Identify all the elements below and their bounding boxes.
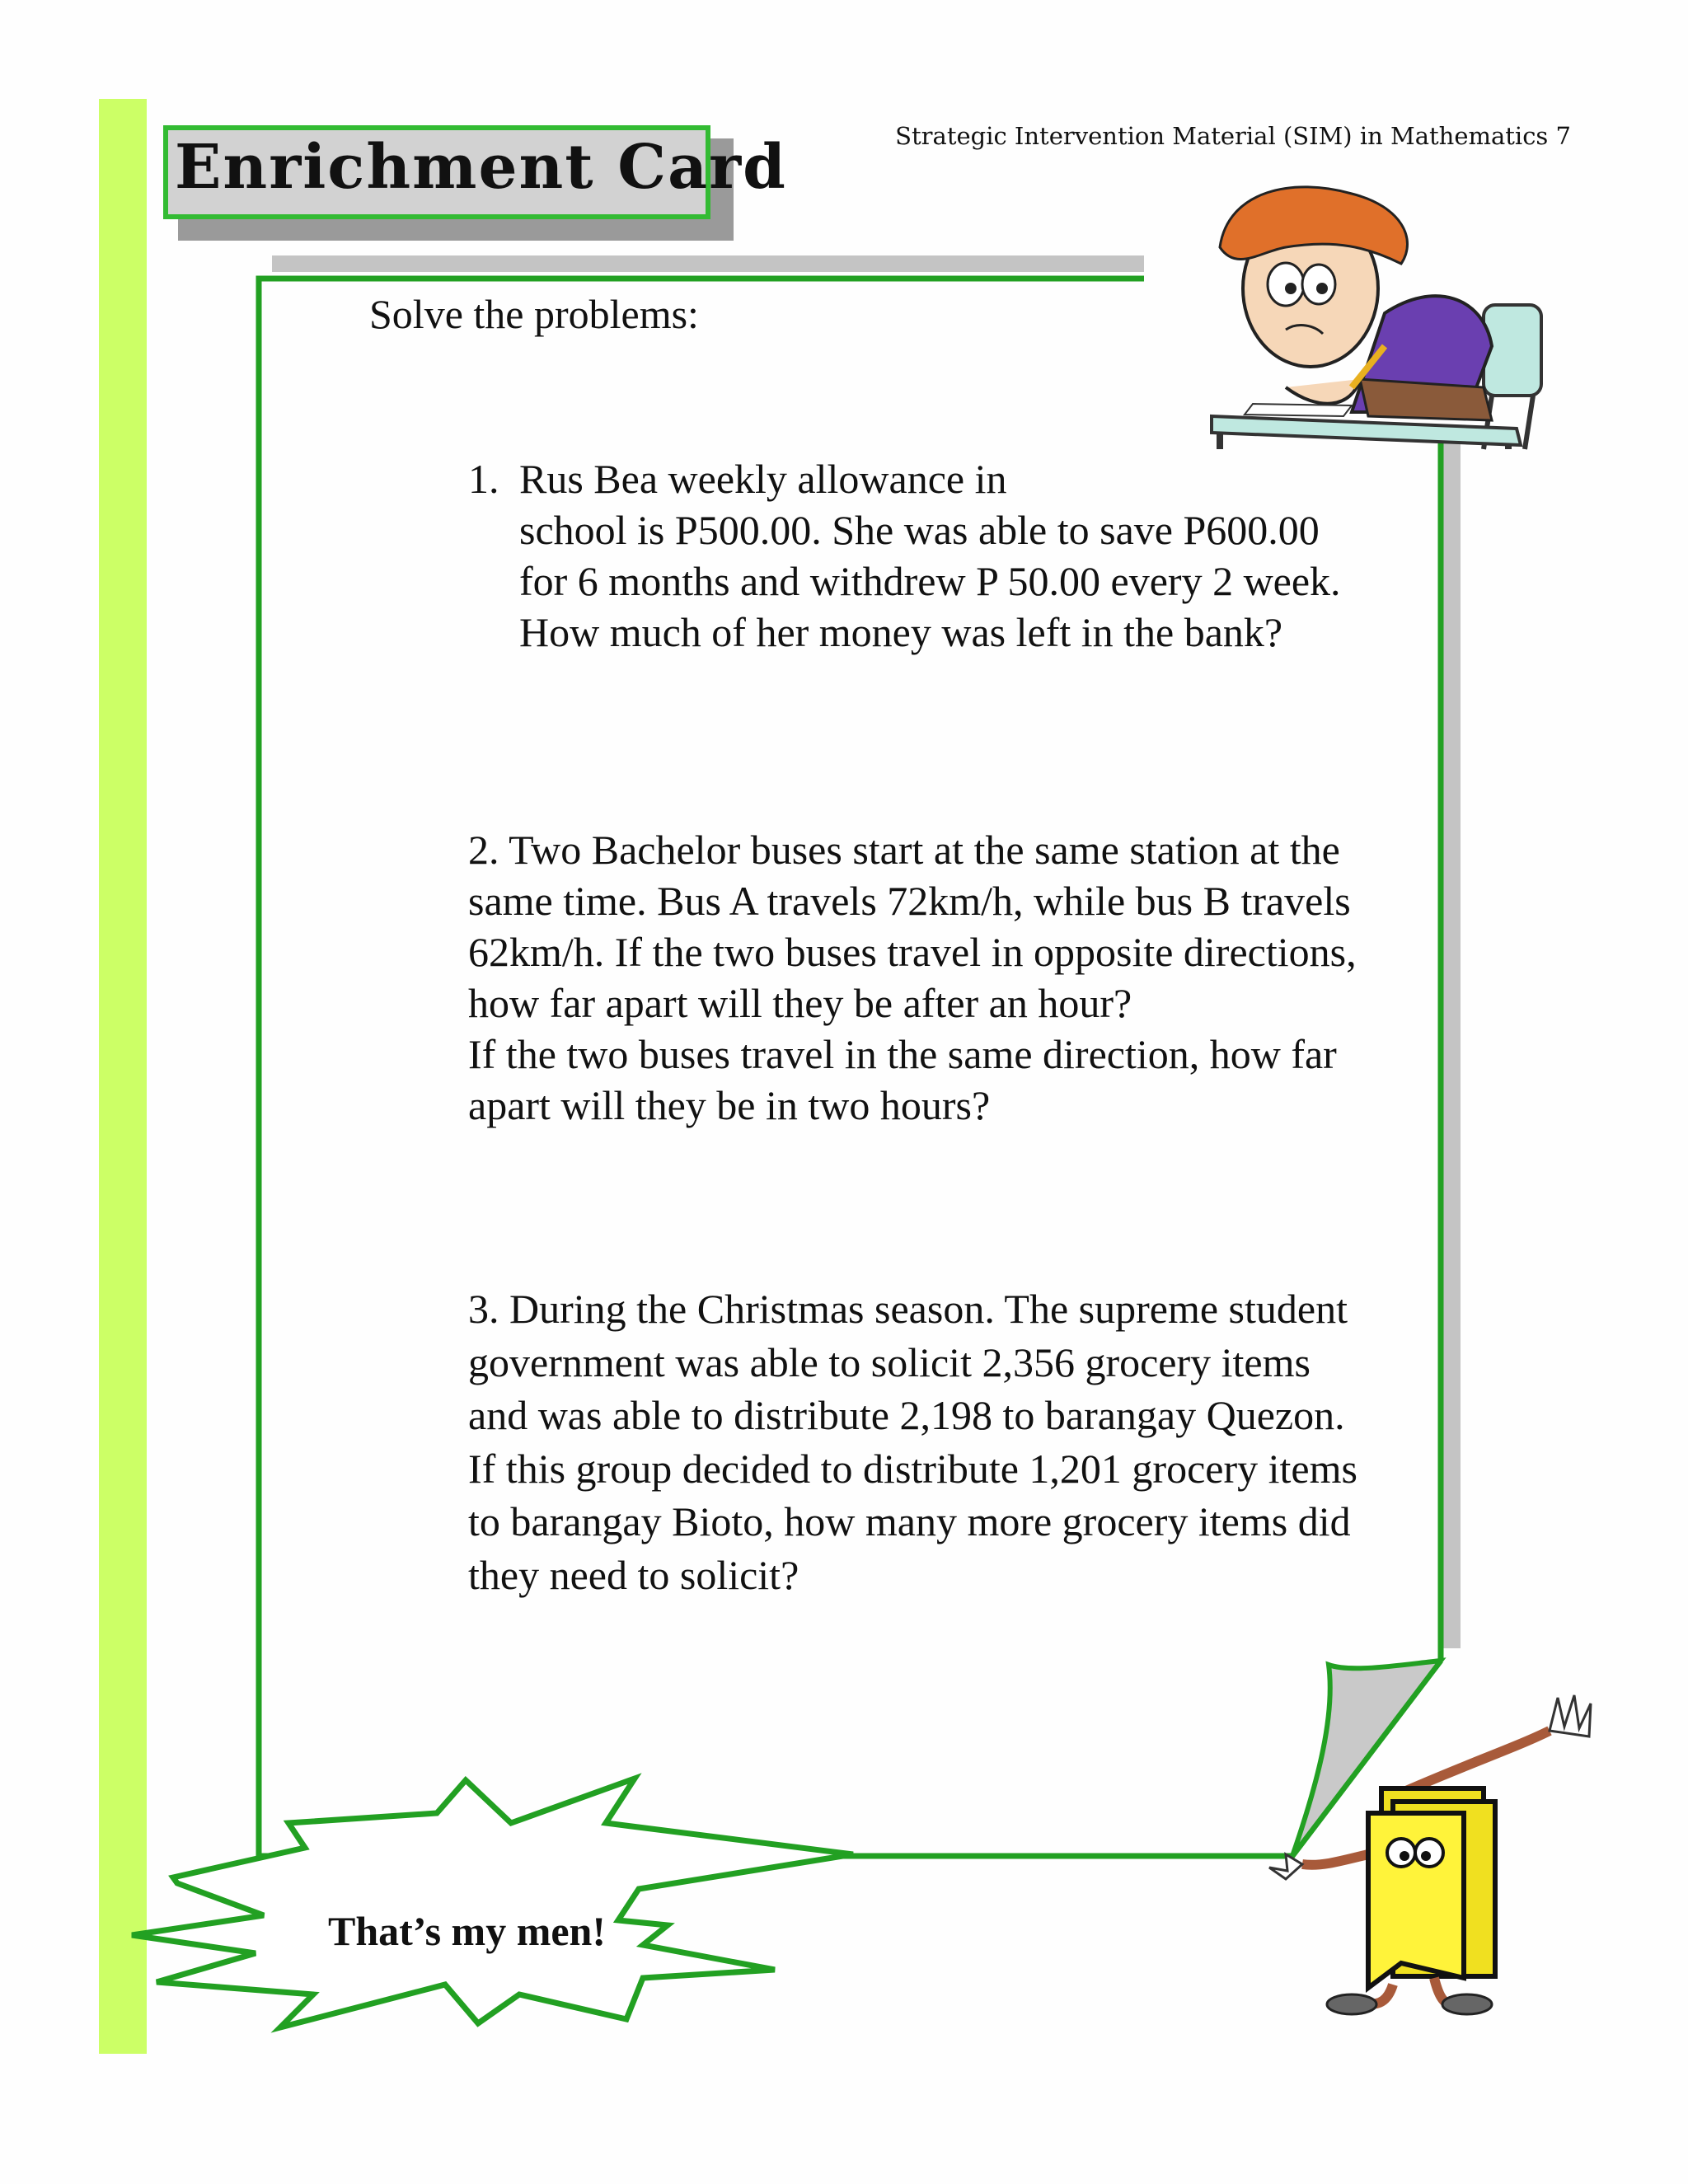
problem-3-line: they need to solicit? <box>468 1551 799 1598</box>
problem-1-line: How much of her money was left in the bank? <box>519 609 1283 655</box>
problem-2-line: apart will they be in two hours? <box>468 1082 991 1128</box>
problem-2-line: same time. Bus A travels 72km/h, while bus B travels <box>468 878 1351 924</box>
frame-right-shadow <box>1441 429 1461 1648</box>
problem-2-line: 2. Two Bachelor buses start at the same station at the <box>468 827 1340 873</box>
problem-3-line: government was able to solicit 2,356 grocery items <box>468 1338 1311 1385</box>
problem-2-line: how far apart will they be after an hour? <box>468 980 1132 1026</box>
problem-1-line: Rus Bea weekly allowance in <box>519 456 1007 502</box>
problem-1-line: for 6 months and withdrew P 50.00 every 2 week. <box>519 558 1341 604</box>
burst-label: That’s my men! <box>328 1908 607 1954</box>
problem-3-line: If this group decided to distribute 1,201 grocery items <box>468 1445 1357 1492</box>
problem-1 <box>519 453 1442 658</box>
page-title: Enrichment Card <box>175 132 787 203</box>
problem-3-line: 3. During the Christmas season. The supreme student <box>468 1286 1348 1332</box>
book-character-illustration <box>1269 1695 1591 2014</box>
problem-2 <box>468 824 1441 1131</box>
problem-2-line: If the two buses travel in the same direction, how far <box>468 1031 1337 1077</box>
problem-3-line: to barangay Bioto, how many more grocery items did <box>468 1498 1351 1544</box>
student-writing-illustration <box>1212 187 1541 449</box>
problem-3-line: and was able to distribute 2,198 to barangay Quezon. <box>468 1392 1345 1438</box>
problem-3 <box>468 1282 1441 1601</box>
frame-top-shadow <box>272 255 1144 272</box>
starburst-icon <box>132 1779 853 2027</box>
instruction-text: Solve the problems: <box>369 291 699 337</box>
problem-1-number: 1. <box>468 456 499 502</box>
problem-2-line: 62km/h. If the two buses travel in opposite directions, <box>468 929 1357 975</box>
problem-1-line: school is P500.00. She was able to save P600.00 <box>519 507 1320 553</box>
header-source: Strategic Intervention Material (SIM) in Mathematics 7 <box>895 122 1571 150</box>
